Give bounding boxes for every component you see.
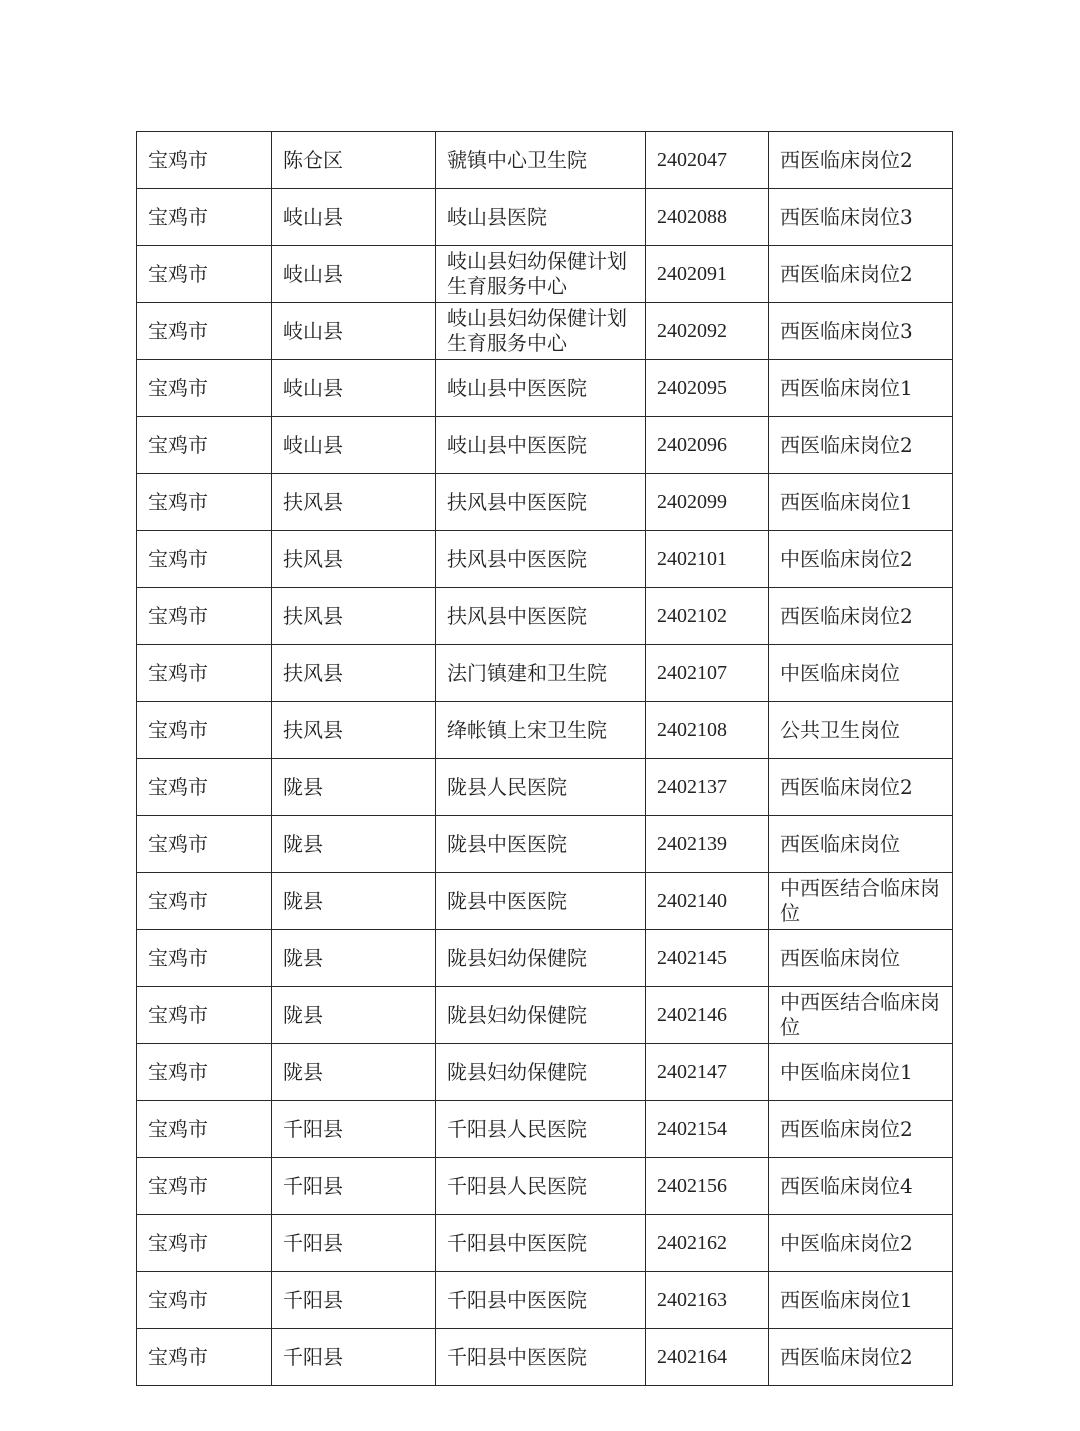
position-name-cell: 中西医结合临床岗位 xyxy=(769,873,953,930)
position-code-cell: 2402146 xyxy=(646,987,769,1044)
position-code-cell: 2402139 xyxy=(646,816,769,873)
unit-cell: 法门镇建和卫生院 xyxy=(436,645,646,702)
unit-cell: 陇县妇幼保健院 xyxy=(436,987,646,1044)
table-row xyxy=(137,1101,953,1158)
unit-cell: 千阳县人民医院 xyxy=(436,1101,646,1158)
unit-cell: 岐山县中医医院 xyxy=(436,417,646,474)
position-code-cell: 2402108 xyxy=(646,702,769,759)
city-cell: 宝鸡市 xyxy=(137,930,272,987)
city-cell: 宝鸡市 xyxy=(137,417,272,474)
city-cell: 宝鸡市 xyxy=(137,246,272,303)
city-cell: 宝鸡市 xyxy=(137,189,272,246)
position-code-cell: 2402047 xyxy=(646,132,769,189)
table-row xyxy=(137,1158,953,1215)
recruitment-position-table xyxy=(136,131,953,1386)
unit-cell: 陇县人民医院 xyxy=(436,759,646,816)
position-code-cell: 2402101 xyxy=(646,531,769,588)
district-cell: 陇县 xyxy=(272,816,436,873)
city-cell: 宝鸡市 xyxy=(137,987,272,1044)
unit-cell: 千阳县中医医院 xyxy=(436,1215,646,1272)
unit-cell: 陇县妇幼保健院 xyxy=(436,930,646,987)
table-body xyxy=(137,132,953,1386)
district-cell: 陇县 xyxy=(272,1044,436,1101)
city-cell: 宝鸡市 xyxy=(137,303,272,360)
unit-cell: 千阳县中医医院 xyxy=(436,1272,646,1329)
position-code-cell: 2402137 xyxy=(646,759,769,816)
unit-cell: 岐山县中医医院 xyxy=(436,360,646,417)
city-cell: 宝鸡市 xyxy=(137,588,272,645)
table-row xyxy=(137,930,953,987)
position-name-cell: 中医临床岗位1 xyxy=(769,1044,953,1101)
district-cell: 岐山县 xyxy=(272,417,436,474)
city-cell: 宝鸡市 xyxy=(137,360,272,417)
district-cell: 陇县 xyxy=(272,930,436,987)
table-row xyxy=(137,588,953,645)
position-name-cell: 西医临床岗位 xyxy=(769,816,953,873)
table-row xyxy=(137,1272,953,1329)
table-row xyxy=(137,132,953,189)
district-cell: 岐山县 xyxy=(272,303,436,360)
position-code-cell: 2402164 xyxy=(646,1329,769,1386)
district-cell: 扶风县 xyxy=(272,531,436,588)
unit-cell: 陇县中医医院 xyxy=(436,873,646,930)
position-code-cell: 2402099 xyxy=(646,474,769,531)
unit-cell: 扶风县中医医院 xyxy=(436,474,646,531)
district-cell: 岐山县 xyxy=(272,360,436,417)
position-name-cell: 西医临床岗位2 xyxy=(769,246,953,303)
district-cell: 扶风县 xyxy=(272,588,436,645)
position-name-cell: 西医临床岗位2 xyxy=(769,132,953,189)
table-row xyxy=(137,360,953,417)
city-cell: 宝鸡市 xyxy=(137,816,272,873)
city-cell: 宝鸡市 xyxy=(137,132,272,189)
position-name-cell: 西医临床岗位2 xyxy=(769,588,953,645)
position-code-cell: 2402163 xyxy=(646,1272,769,1329)
position-code-cell: 2402162 xyxy=(646,1215,769,1272)
position-code-cell: 2402154 xyxy=(646,1101,769,1158)
district-cell: 千阳县 xyxy=(272,1101,436,1158)
unit-cell: 虢镇中心卫生院 xyxy=(436,132,646,189)
table-row xyxy=(137,645,953,702)
position-code-cell: 2402107 xyxy=(646,645,769,702)
position-code-cell: 2402096 xyxy=(646,417,769,474)
city-cell: 宝鸡市 xyxy=(137,1158,272,1215)
district-cell: 陇县 xyxy=(272,987,436,1044)
table-row xyxy=(137,702,953,759)
unit-cell: 扶风县中医医院 xyxy=(436,531,646,588)
unit-cell: 绛帐镇上宋卫生院 xyxy=(436,702,646,759)
district-cell: 扶风县 xyxy=(272,702,436,759)
district-cell: 陈仓区 xyxy=(272,132,436,189)
unit-cell: 陇县妇幼保健院 xyxy=(436,1044,646,1101)
position-name-cell: 西医临床岗位3 xyxy=(769,189,953,246)
district-cell: 岐山县 xyxy=(272,189,436,246)
position-code-cell: 2402088 xyxy=(646,189,769,246)
position-name-cell: 西医临床岗位2 xyxy=(769,1101,953,1158)
district-cell: 千阳县 xyxy=(272,1329,436,1386)
district-cell: 千阳县 xyxy=(272,1272,436,1329)
position-name-cell: 西医临床岗位 xyxy=(769,930,953,987)
position-name-cell: 中西医结合临床岗位 xyxy=(769,987,953,1044)
table-row xyxy=(137,246,953,303)
city-cell: 宝鸡市 xyxy=(137,1101,272,1158)
city-cell: 宝鸡市 xyxy=(137,702,272,759)
position-code-cell: 2402147 xyxy=(646,1044,769,1101)
district-cell: 岐山县 xyxy=(272,246,436,303)
table-row xyxy=(137,759,953,816)
table-row xyxy=(137,303,953,360)
city-cell: 宝鸡市 xyxy=(137,1329,272,1386)
district-cell: 千阳县 xyxy=(272,1215,436,1272)
city-cell: 宝鸡市 xyxy=(137,1044,272,1101)
position-name-cell: 西医临床岗位1 xyxy=(769,474,953,531)
position-name-cell: 中医临床岗位 xyxy=(769,645,953,702)
position-name-cell: 西医临床岗位2 xyxy=(769,759,953,816)
table-row xyxy=(137,816,953,873)
city-cell: 宝鸡市 xyxy=(137,1215,272,1272)
city-cell: 宝鸡市 xyxy=(137,645,272,702)
table-row xyxy=(137,1329,953,1386)
position-name-cell: 西医临床岗位1 xyxy=(769,360,953,417)
position-code-cell: 2402091 xyxy=(646,246,769,303)
table-row xyxy=(137,1044,953,1101)
position-code-cell: 2402092 xyxy=(646,303,769,360)
city-cell: 宝鸡市 xyxy=(137,1272,272,1329)
position-name-cell: 西医临床岗位1 xyxy=(769,1272,953,1329)
position-code-cell: 2402095 xyxy=(646,360,769,417)
table-row xyxy=(137,417,953,474)
city-cell: 宝鸡市 xyxy=(137,873,272,930)
city-cell: 宝鸡市 xyxy=(137,759,272,816)
unit-cell: 岐山县妇幼保健计划生育服务中心 xyxy=(436,246,646,303)
district-cell: 扶风县 xyxy=(272,645,436,702)
city-cell: 宝鸡市 xyxy=(137,474,272,531)
district-cell: 陇县 xyxy=(272,873,436,930)
unit-cell: 岐山县妇幼保健计划生育服务中心 xyxy=(436,303,646,360)
district-cell: 扶风县 xyxy=(272,474,436,531)
position-name-cell: 中医临床岗位2 xyxy=(769,531,953,588)
position-name-cell: 西医临床岗位2 xyxy=(769,1329,953,1386)
table-row xyxy=(137,987,953,1044)
position-code-cell: 2402140 xyxy=(646,873,769,930)
position-name-cell: 西医临床岗位4 xyxy=(769,1158,953,1215)
unit-cell: 岐山县医院 xyxy=(436,189,646,246)
table-row xyxy=(137,1215,953,1272)
position-code-cell: 2402102 xyxy=(646,588,769,645)
city-cell: 宝鸡市 xyxy=(137,531,272,588)
position-code-cell: 2402156 xyxy=(646,1158,769,1215)
position-code-cell: 2402145 xyxy=(646,930,769,987)
unit-cell: 千阳县中医医院 xyxy=(436,1329,646,1386)
unit-cell: 扶风县中医医院 xyxy=(436,588,646,645)
position-name-cell: 西医临床岗位2 xyxy=(769,417,953,474)
unit-cell: 陇县中医医院 xyxy=(436,816,646,873)
position-name-cell: 中医临床岗位2 xyxy=(769,1215,953,1272)
table-row xyxy=(137,189,953,246)
unit-cell: 千阳县人民医院 xyxy=(436,1158,646,1215)
table-row xyxy=(137,531,953,588)
district-cell: 陇县 xyxy=(272,759,436,816)
table-row xyxy=(137,474,953,531)
table-row xyxy=(137,873,953,930)
position-name-cell: 西医临床岗位3 xyxy=(769,303,953,360)
position-name-cell: 公共卫生岗位 xyxy=(769,702,953,759)
district-cell: 千阳县 xyxy=(272,1158,436,1215)
